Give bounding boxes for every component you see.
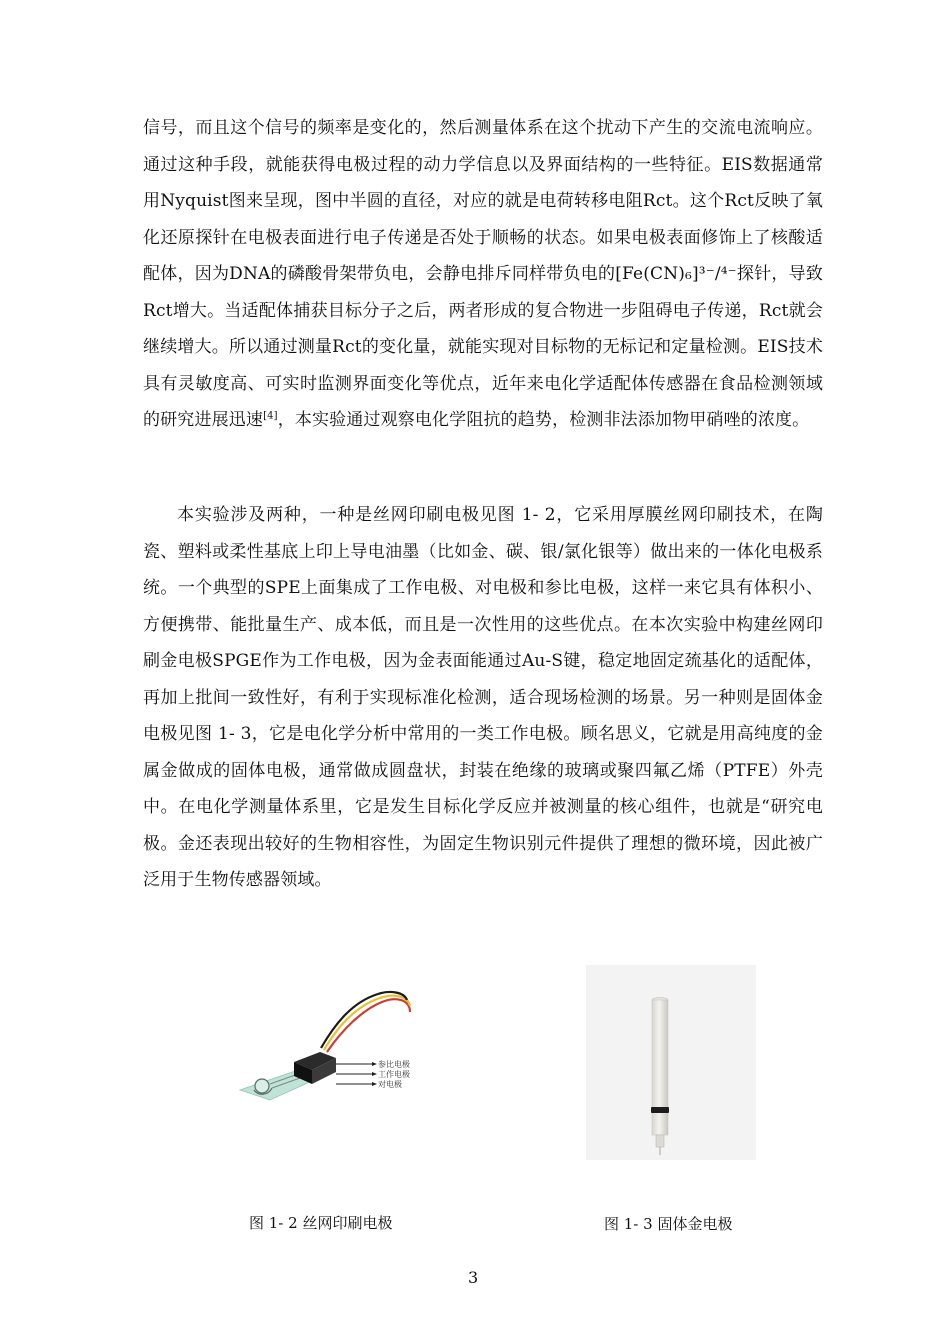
red-wire (327, 999, 410, 1052)
working-electrode-disk (255, 1079, 269, 1093)
electrode-tip (656, 1135, 664, 1147)
solid-gold-electrode-image (586, 965, 756, 1160)
label-reference-electrode: 参比电极 (378, 1060, 410, 1069)
arrow-head (372, 1072, 377, 1076)
electrode-rod (652, 1000, 668, 1135)
arrow-head (372, 1062, 377, 1066)
paragraph-electrodes-text: 本实验涉及两种，一种是丝网印刷电极见图 1- 2，它采用厚膜丝网印刷技术，在陶瓷、塑料或柔性基底上印上导电油墨（比如金、碳、银/氯化银等）做出来的一体化电极系统。一个典型的SPE上面集成了工作电极、对电极和参比电极，这样一来它具有体积小、方便携带、能批量生产、成本低，而且是一次性用的这些优点。在本次实验中构建丝网印刷金电极SPGE作为工作电极，因为金表面能通过Au-S键，稳定地固定巯基化的适配体，再加上批间一致性好，有利于实现标准化检测，适合现场检测的场景。另一种则是固体金电极见图 1- 3，它是电化学分析中常用的一类工作电极。顾名思义，它就是用高纯度的金属金做成的固体电极，通常做成圆盘状，封装在绝缘的玻璃或聚四氟乙烯（PTFE）外壳中。在电化学测量体系里，它是发生目标化学反应并被测量的核心组件，也就是“研究电极。金还表现出较好的生物相容性，为固定生物识别元件提供了理想的微环境，因此被广泛用于生物传感器领域。 (143, 505, 823, 890)
label-counter-electrode: 对电极 (378, 1080, 402, 1089)
figure-caption-gold-electrode: 图 1- 3 固体金电极 (604, 1215, 733, 1233)
arrow-head (372, 1082, 377, 1086)
figure-caption-spe: 图 1- 2 丝网印刷电极 (249, 1214, 393, 1232)
citation-ref: [4] (263, 410, 278, 422)
paragraph-eis-text-end: ，本实验通过观察电化学阻抗的趋势，检测非法添加物甲硝唑的浓度。 (277, 410, 810, 430)
page-number: 3 (468, 1268, 479, 1287)
screen-printed-electrode-image (232, 990, 472, 1110)
photo-background (586, 965, 756, 1160)
paragraph-eis (143, 110, 823, 439)
black-ring (651, 1107, 669, 1113)
paragraph-electrodes (143, 497, 823, 899)
paragraph-eis-text: 信号，而且这个信号的频率是变化的，然后测量体系在这个扰动下产生的交流电流响应。通过这种手段，就能获得电极过程的动力学信息以及界面结构的一些特征。EIS数据通常用Nyquist图来呈现，图中半圆的直径，对应的就是电荷转移电阻Rct。这个Rct反映了氧化还原探针在电极表面进行电子传递是否处于顺畅的状态。如果电极表面修饰上了核酸适配体，因为DNA的磷酸骨架带负电，会静电排斥同样带负电的[Fe(CN)₆]³⁻/⁴⁻探针，导致Rct增大。当适配体捕获目标分子之后，两者形成的复合物进一步阻碍电子传递，Rct就会继续增大。所以通过测量Rct的变化量，就能实现对目标物的无标记和定量检测。EIS技术具有灵敏度高、可实时监测界面变化等优点，近年来电化学适配体传感器在食品检测领域的研究进展迅速 (143, 118, 823, 430)
black-wire (321, 992, 407, 1048)
label-working-electrode: 工作电极 (378, 1070, 410, 1079)
